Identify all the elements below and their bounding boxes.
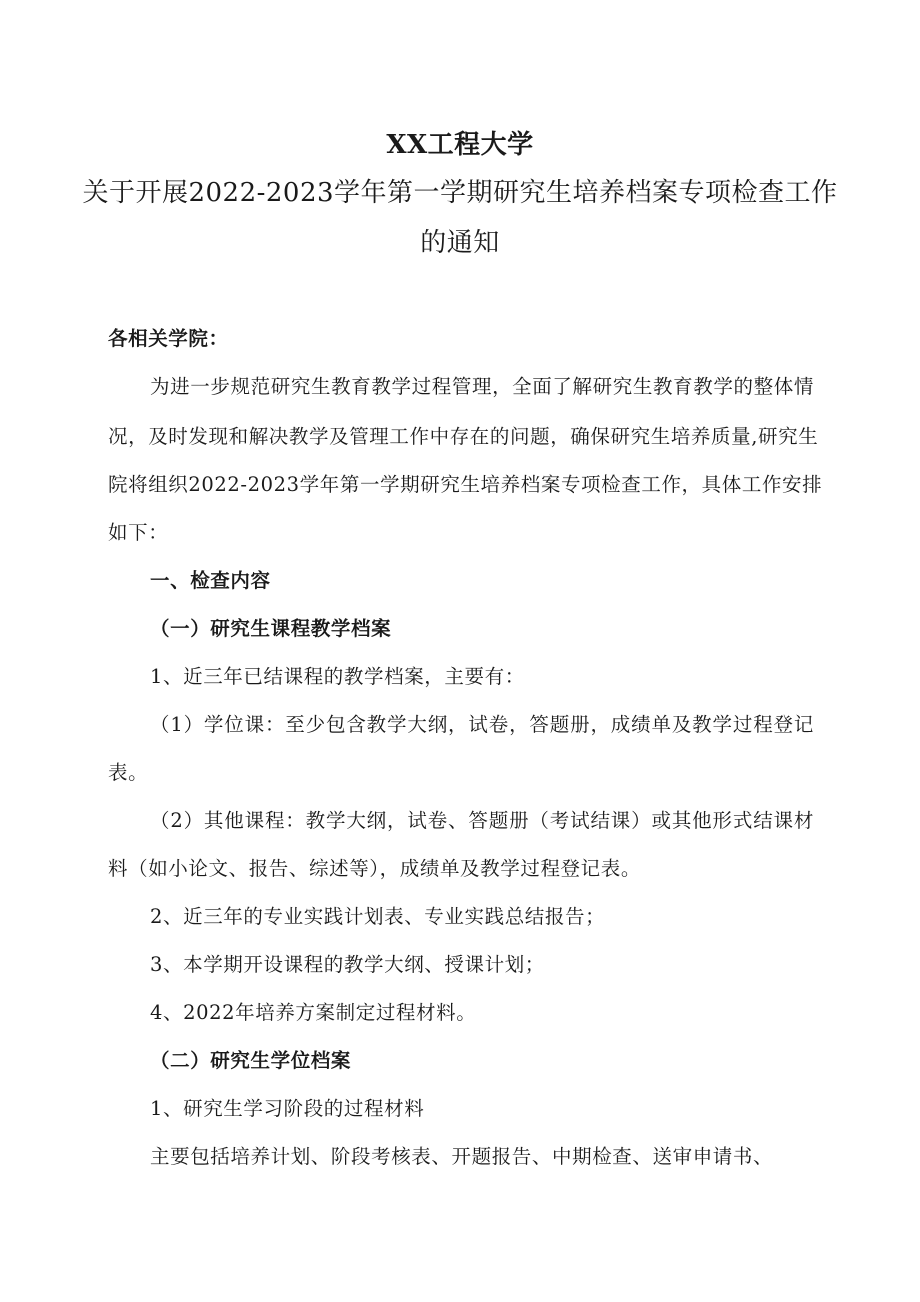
list-item-1-2-line-1: （2）其他课程：教学大纲，试卷、答题册（考试结课）或其他形式结课材 bbox=[150, 809, 814, 832]
subsection-heading-2: （二）研究生学位档案 bbox=[150, 1049, 352, 1072]
list-item-4: 4、2022年培养方案制定过程材料。 bbox=[150, 1001, 477, 1024]
document-title-line-3: 的通知 bbox=[420, 228, 500, 258]
section-heading-1: 一、检查内容 bbox=[150, 569, 271, 592]
document-title-line-2: 关于开展2022-2023学年第一学期研究生培养档案专项检查工作 bbox=[82, 178, 838, 208]
list-item-5: 1、研究生学习阶段的过程材料 bbox=[150, 1097, 425, 1120]
intro-line-3: 院将组织2022-2023学年第一学期研究生培养档案专项检查工作，具体工作安排 bbox=[108, 473, 823, 496]
intro-line-1: 为进一步规范研究生教育教学过程管理，全面了解研究生教育教学的整体情 bbox=[150, 375, 814, 398]
list-item-1: 1、近三年已结课程的教学档案，主要有： bbox=[150, 665, 525, 688]
salutation: 各相关学院： bbox=[108, 327, 229, 350]
list-item-2: 2、近三年的专业实践计划表、专业实践总结报告； bbox=[150, 905, 606, 928]
list-item-1-2-line-2: 料（如小论文、报告、综述等），成绩单及教学过程登记表。 bbox=[108, 857, 641, 880]
document-title-line-1: XX工程大学 bbox=[386, 130, 534, 160]
list-item-1-1-line-1: （1）学位课：至少包含教学大纲，试卷，答题册，成绩单及教学过程登记 bbox=[150, 713, 814, 736]
list-item-1-1-line-2: 表。 bbox=[108, 761, 149, 784]
list-item-5-description: 主要包括培养计划、阶段考核表、开题报告、中期检查、送审申请书、 bbox=[150, 1145, 774, 1168]
intro-line-2: 况，及时发现和解决教学及管理工作中存在的问题，确保研究生培养质量,研究生 bbox=[108, 425, 819, 448]
list-item-3: 3、本学期开设课程的教学大纲、授课计划； bbox=[150, 953, 545, 976]
intro-line-4: 如下： bbox=[108, 521, 169, 544]
subsection-heading-1: （一）研究生课程教学档案 bbox=[150, 617, 392, 640]
